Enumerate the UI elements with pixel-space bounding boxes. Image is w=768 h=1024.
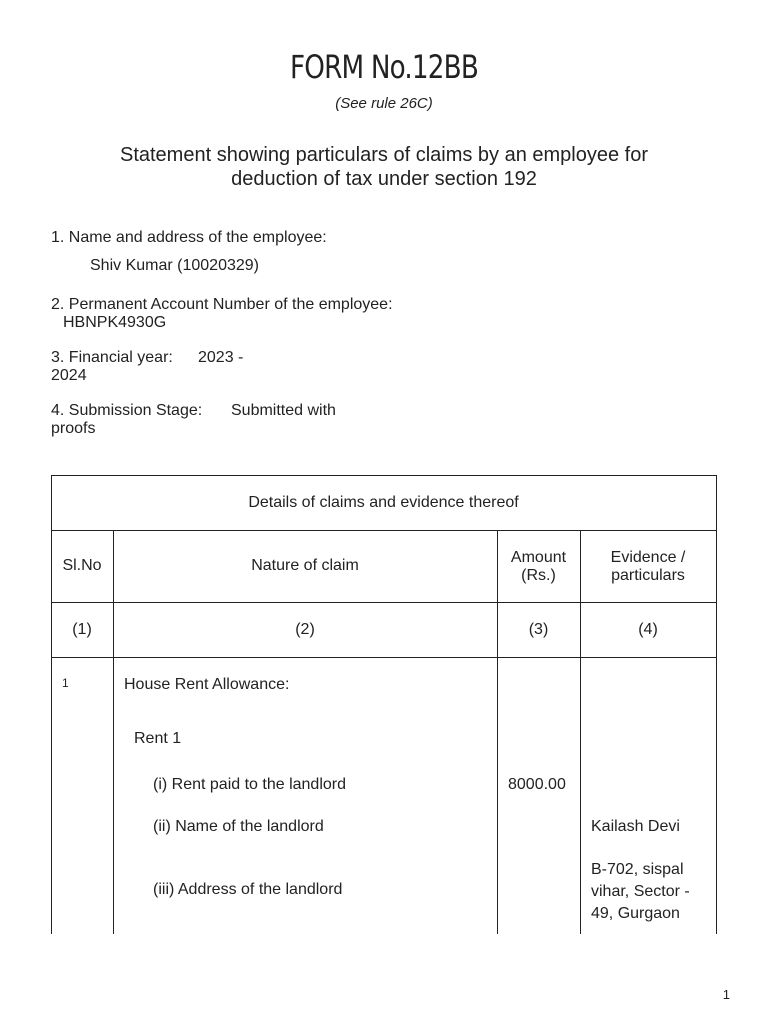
form-title: FORM No.12BB xyxy=(289,48,479,86)
claim-title: House Rent Allowance: xyxy=(124,676,290,693)
column-number-1: (1) xyxy=(72,621,92,638)
table-divider xyxy=(51,657,716,658)
landlord-address-line-2: vihar, Sector - xyxy=(591,883,690,900)
claim-subtitle: Rent 1 xyxy=(134,730,182,747)
statement-heading xyxy=(50,143,718,191)
landlord-address-value xyxy=(591,859,690,925)
submission-stage-label: 4. Submission Stage: xyxy=(51,402,203,419)
table-column-rule xyxy=(580,530,581,934)
table-column-rule xyxy=(113,530,114,934)
column-header-evidence-line-1: Evidence / xyxy=(610,549,686,566)
row-slno: 1 xyxy=(62,676,69,690)
financial-year-label: 3. Financial year: xyxy=(51,349,173,366)
table-column-rule xyxy=(497,530,498,934)
landlord-name-value: Kailash Devi xyxy=(591,818,680,835)
column-number-4: (4) xyxy=(638,621,658,638)
page-number: 1 xyxy=(722,987,730,1002)
rule-reference: (See rule 26C) xyxy=(335,95,433,112)
landlord-address-line-1: B-702, sispal xyxy=(591,861,684,878)
landlord-address-line-3: 49, Gurgaon xyxy=(591,905,680,922)
table-caption: Details of claims and evidence thereof xyxy=(248,494,519,511)
employee-name-value: Shiv Kumar (10020329) xyxy=(90,257,259,274)
column-header-nature: Nature of claim xyxy=(251,557,359,574)
employee-name-label: 1. Name and address of the employee: xyxy=(51,229,327,246)
statement-line-2: deduction of tax under section 192 xyxy=(231,168,537,190)
statement-line-1: Statement showing particulars of claims by an employee for xyxy=(119,144,649,166)
column-header-evidence-line-2: particulars xyxy=(611,567,685,584)
column-header-amount xyxy=(497,549,580,585)
submission-stage-value-line-2: proofs xyxy=(51,420,96,437)
column-header-slno: Sl.No xyxy=(62,557,102,574)
financial-year-value-line-1: 2023 - xyxy=(198,349,244,366)
column-header-amount-line-2: (Rs.) xyxy=(521,567,556,584)
column-number-3: (3) xyxy=(528,621,549,638)
table-divider xyxy=(51,530,716,531)
column-header-amount-line-1: Amount xyxy=(510,549,567,566)
column-header-evidence xyxy=(580,549,716,585)
landlord-address-label: (iii) Address of the landlord xyxy=(153,881,343,898)
submission-stage-value-line-1: Submitted with xyxy=(231,402,336,419)
column-number-2: (2) xyxy=(295,621,315,638)
pan-value: HBNPK4930G xyxy=(63,314,167,331)
pan-label: 2. Permanent Account Number of the employee: xyxy=(51,296,393,313)
landlord-name-label: (ii) Name of the landlord xyxy=(153,818,324,835)
rent-paid-amount: 8000.00 xyxy=(508,776,566,793)
rent-paid-label: (i) Rent paid to the landlord xyxy=(153,776,346,793)
financial-year-value-line-2: 2024 xyxy=(51,367,87,384)
table-divider xyxy=(51,602,716,603)
